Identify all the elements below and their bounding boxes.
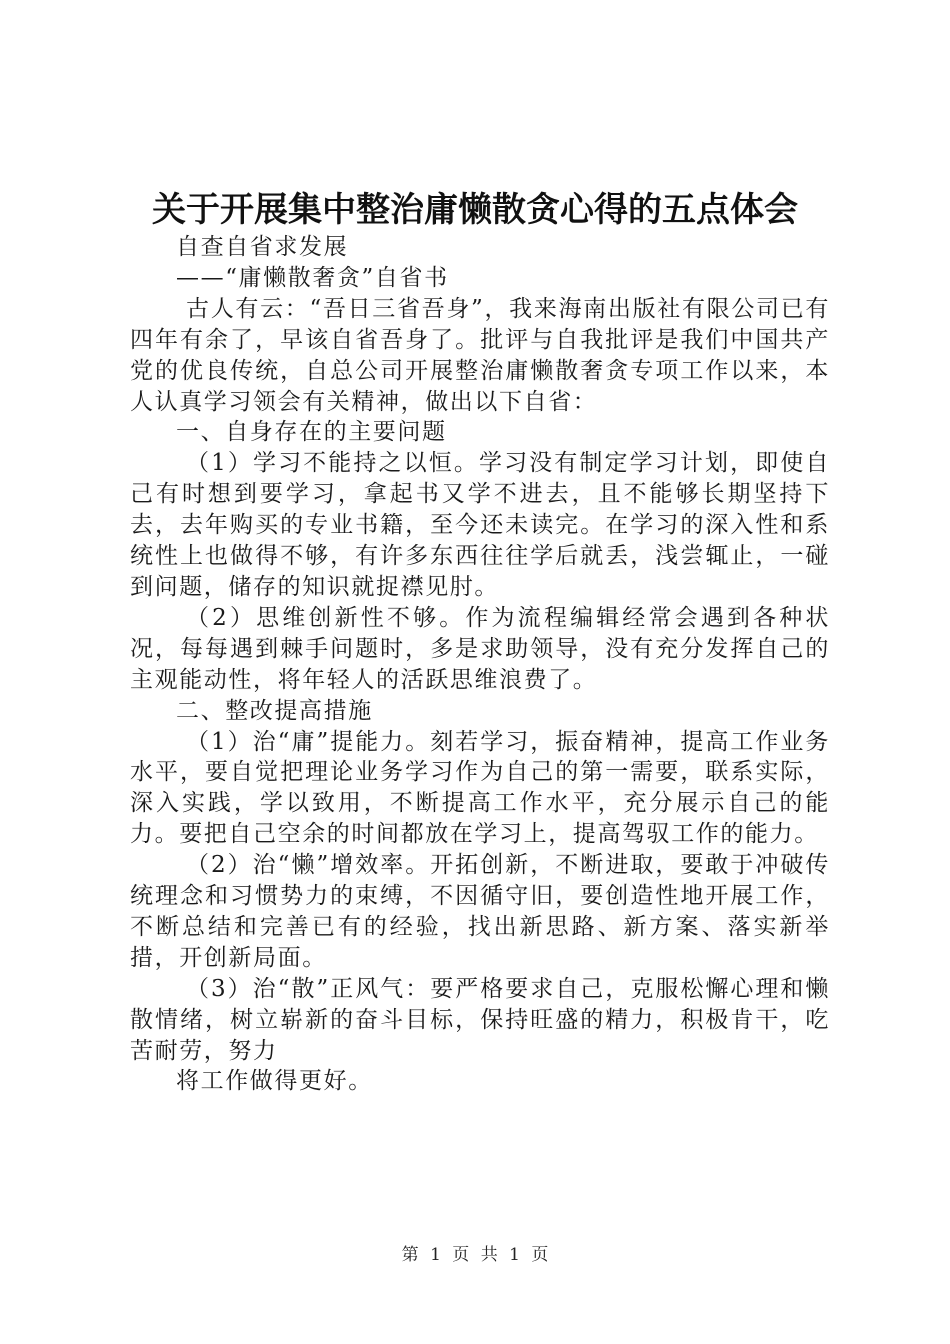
measure-paragraph-3: （3）治“散”正风气：要严格要求自己，克服松懈心理和懒散情绪，树立崭新的奋斗目标，保持旺盛的精力，积极肯干，吃苦耐劳，努力 [130, 975, 830, 1064]
problem-paragraph-2: （2）思维创新性不够。作为流程编辑经常会遇到各种状况，每每遇到棘手问题时，多是求助领导，没有充分发挥自己的主观能动性，将年轻人的活跃思维浪费了。 [130, 604, 830, 693]
measure-paragraph-1: （1）治“庸”提能力。刻若学习，振奋精神，提高工作业务水平，要自觉把理论业务学习作为自己的第一需要，联系实际，深入实践，学以致用，不断提高工作水平，充分展示自己的能力。要把自己空余的时间都放在学习上，提高驾驭工作的能力。 [130, 728, 830, 848]
problem-paragraph-1: （1）学习不能持之以恒。学习没有制定学习计划，即使自己有时想到要学习，拿起书又学不进去，且不能够长期坚持下去，去年购买的专业书籍，至今还未读完。在学习的深入性和系统性上也做得不够，有许多东西往往学后就丢，浅尝辄止，一碰到问题，储存的知识就捉襟见肘。 [130, 450, 830, 600]
section-heading-measures: 二、整改提高措施 [176, 697, 373, 724]
intro-paragraph: 古人有云：“吾日三省吾身”，我来海南出版社有限公司已有四年有余了，早该自省吾身了。批评与自我批评是我们中国共产党的优良传统，自总公司开展整治庸懒散奢贪专项工作以来，本人认真学习领会有关精神，做出以下自省： [130, 295, 830, 415]
subtitle-line: 自查自省求发展 [176, 234, 349, 260]
page-footer: 第 1 页 共 1 页 [401, 1245, 549, 1265]
measure-paragraph-2: （2）治“懒”增效率。开拓创新，不断进取，要敢于冲破传统理念和习惯势力的束缚，不因循守旧，要创造性地开展工作，不断总结和完善已有的经验，找出新思路、新方案、落实新举措，开创新局面。 [130, 852, 830, 971]
document-body [130, 232, 830, 1097]
section-heading-problems: 一、自身存在的主要问题 [176, 419, 447, 446]
document-title: 关于开展集中整治庸懒散贪心得的五点体会 [152, 190, 798, 230]
closing-line: 将工作做得更好。 [176, 1068, 373, 1095]
subtitle-dash-line: ——“庸懒散奢贪”自省书 [176, 264, 449, 291]
